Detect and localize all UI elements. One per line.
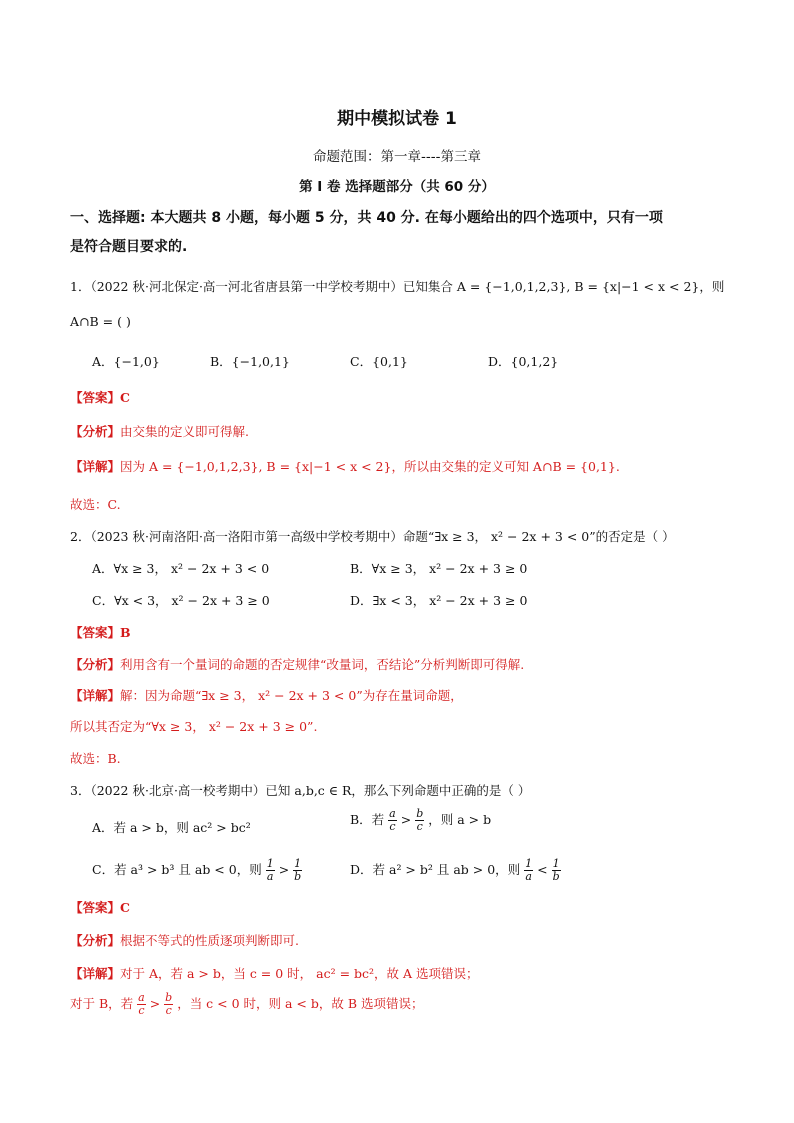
answer-label: 【答案】 [70, 625, 121, 640]
q2-option-b: B．∀x ≥ 3， x² − 2x + 3 ≥ 0 [350, 561, 528, 576]
q1-option-b: B．{−1,0,1} [210, 354, 290, 369]
analysis-label: 【分析】 [70, 657, 121, 672]
q2-answer-value: B [120, 625, 131, 640]
q1-option-c: C．{0,1} [350, 354, 408, 369]
q1-stem-line2: A∩B = ( ) [70, 314, 131, 329]
q3-option-c [92, 858, 302, 883]
q2-analysis [70, 655, 524, 673]
detail-label: 【详解】 [70, 459, 121, 474]
fraction-b-over-c [164, 992, 173, 1017]
fraction-1-over-b [552, 858, 561, 883]
q2-option-d: D．∃x < 3， x² − 2x + 3 ≥ 0 [350, 593, 528, 608]
q3-option-c-prefix: C．若 a³ > b³ 且 ab < 0，则 [92, 862, 262, 877]
q3-option-b-prefix: B．若 [350, 812, 385, 827]
q3-option-d [350, 858, 561, 883]
q3-analysis-text: 根据不等式的性质逐项判断即可. [120, 933, 299, 948]
q2-option-a: A．∀x ≥ 3， x² − 2x + 3 < 0 [92, 561, 270, 576]
q1-option-a: A．{−1,0} [92, 354, 160, 369]
q2-conclusion: 故选：B. [70, 751, 121, 766]
q3-answer-value: C [120, 900, 130, 915]
part-instructions [70, 204, 730, 262]
fraction-a-over-c [137, 992, 146, 1017]
q1-detail-text: 因为 A = {−1,0,1,2,3}, B = {x|−1 < x < 2}，所以由交集的定义可知 A∩B = {0,1}. [120, 459, 620, 474]
q3-option-b-suffix: ，则 a > b [428, 812, 492, 827]
q3-answer [70, 898, 130, 916]
q1-detail [70, 457, 620, 475]
fraction-b-over-c [415, 808, 424, 833]
q2-option-c: C．∀x < 3， x² − 2x + 3 ≥ 0 [92, 593, 270, 608]
fraction-a-over-c [388, 808, 397, 833]
q3-option-a: A．若 a > b，则 ac² > bc² [92, 820, 251, 835]
q3-analysis [70, 931, 299, 949]
q2-answer [70, 623, 131, 641]
q2-stem: 2．（2023 秋·河南洛阳·高一洛阳市第一高级中学校考期中）命题“∃x ≥ 3， x² − 2x + 3 < 0”的否定是（ ） [70, 529, 675, 544]
q2-detail [70, 686, 463, 704]
q2-detail-line1: 解：因为命题“∃x ≥ 3， x² − 2x + 3 < 0”为存在量词命题， [120, 688, 463, 703]
q1-answer-value: C [120, 390, 130, 405]
q1-stem-line1: 1．（2022 秋·河北保定·高一河北省唐县第一中学校考期中）已知集合 A = {−1,0,1,2,3}, B = {x|−1 < x < 2}，则 [70, 279, 725, 294]
q2-analysis-text: 利用含有一个量词的命题的否定规律“改量词，否结论”分析判断即可得解. [120, 657, 525, 672]
relation: > [149, 996, 161, 1011]
q3-detail-line1: 对于 A，若 a > b，当 c = 0 时， ac² = bc²，故 A 选项错误； [120, 966, 479, 981]
q3-detail [70, 964, 479, 982]
numerator: 1 [552, 857, 560, 870]
numerator: a [138, 991, 145, 1004]
relation: > [278, 862, 290, 877]
analysis-label: 【分析】 [70, 424, 121, 439]
exam-scope: 命题范围：第一章----第三章 [313, 149, 481, 165]
denominator: c [165, 1004, 172, 1017]
page-title: 期中模拟试卷 1 [337, 109, 457, 129]
q3-stem: 3．（2022 秋·北京·高一校考期中）已知 a,b,c ∈ R，那么下列命题中正确的是（ ） [70, 783, 531, 798]
numerator: b [165, 991, 173, 1004]
numerator: a [389, 807, 396, 820]
denominator: a [266, 870, 274, 883]
q3-detail-line2-suffix: ，当 c < 0 时，则 a < b，故 B 选项错误； [177, 996, 424, 1011]
analysis-label: 【分析】 [70, 933, 121, 948]
denominator: b [552, 870, 560, 883]
numerator: b [416, 807, 424, 820]
q3-detail-line2 [70, 992, 424, 1017]
q1-conclusion: 故选：C. [70, 497, 121, 512]
denominator: c [389, 820, 396, 833]
relation: < [537, 862, 548, 877]
q1-analysis [70, 422, 249, 440]
denominator: a [525, 870, 532, 883]
q3-option-b [350, 808, 491, 833]
q3-option-d-prefix: D．若 a² > b² 且 ab > 0，则 [350, 862, 521, 877]
q2-detail-line2: 所以其否定为“∀x ≥ 3， x² − 2x + 3 ≥ 0”. [70, 719, 318, 734]
relation: > [400, 812, 412, 827]
answer-label: 【答案】 [70, 900, 121, 915]
section-heading: 第 I 卷 选择题部分（共 60 分） [299, 179, 495, 195]
fraction-1-over-a [266, 858, 275, 883]
part-instructions-line2: 是符合题目要求的. [70, 239, 188, 255]
answer-label: 【答案】 [70, 390, 121, 405]
fraction-1-over-a [524, 858, 533, 883]
numerator: 1 [525, 857, 533, 870]
denominator: c [138, 1004, 145, 1017]
q1-analysis-text: 由交集的定义即可得解. [120, 424, 249, 439]
denominator: b [294, 870, 302, 883]
q1-option-d: D．{0,1,2} [488, 354, 559, 369]
fraction-1-over-b [293, 858, 302, 883]
denominator: c [416, 820, 423, 833]
q3-detail-line2-prefix: 对于 B，若 [70, 996, 134, 1011]
numerator: 1 [294, 857, 302, 870]
part-instructions-line1: 一、选择题: 本大题共 8 小题，每小题 5 分，共 40 分. 在每小题给出的四个选项中，只有一项 [70, 210, 663, 226]
numerator: 1 [266, 857, 274, 870]
q1-answer [70, 388, 130, 406]
detail-label: 【详解】 [70, 688, 121, 703]
detail-label: 【详解】 [70, 966, 121, 981]
